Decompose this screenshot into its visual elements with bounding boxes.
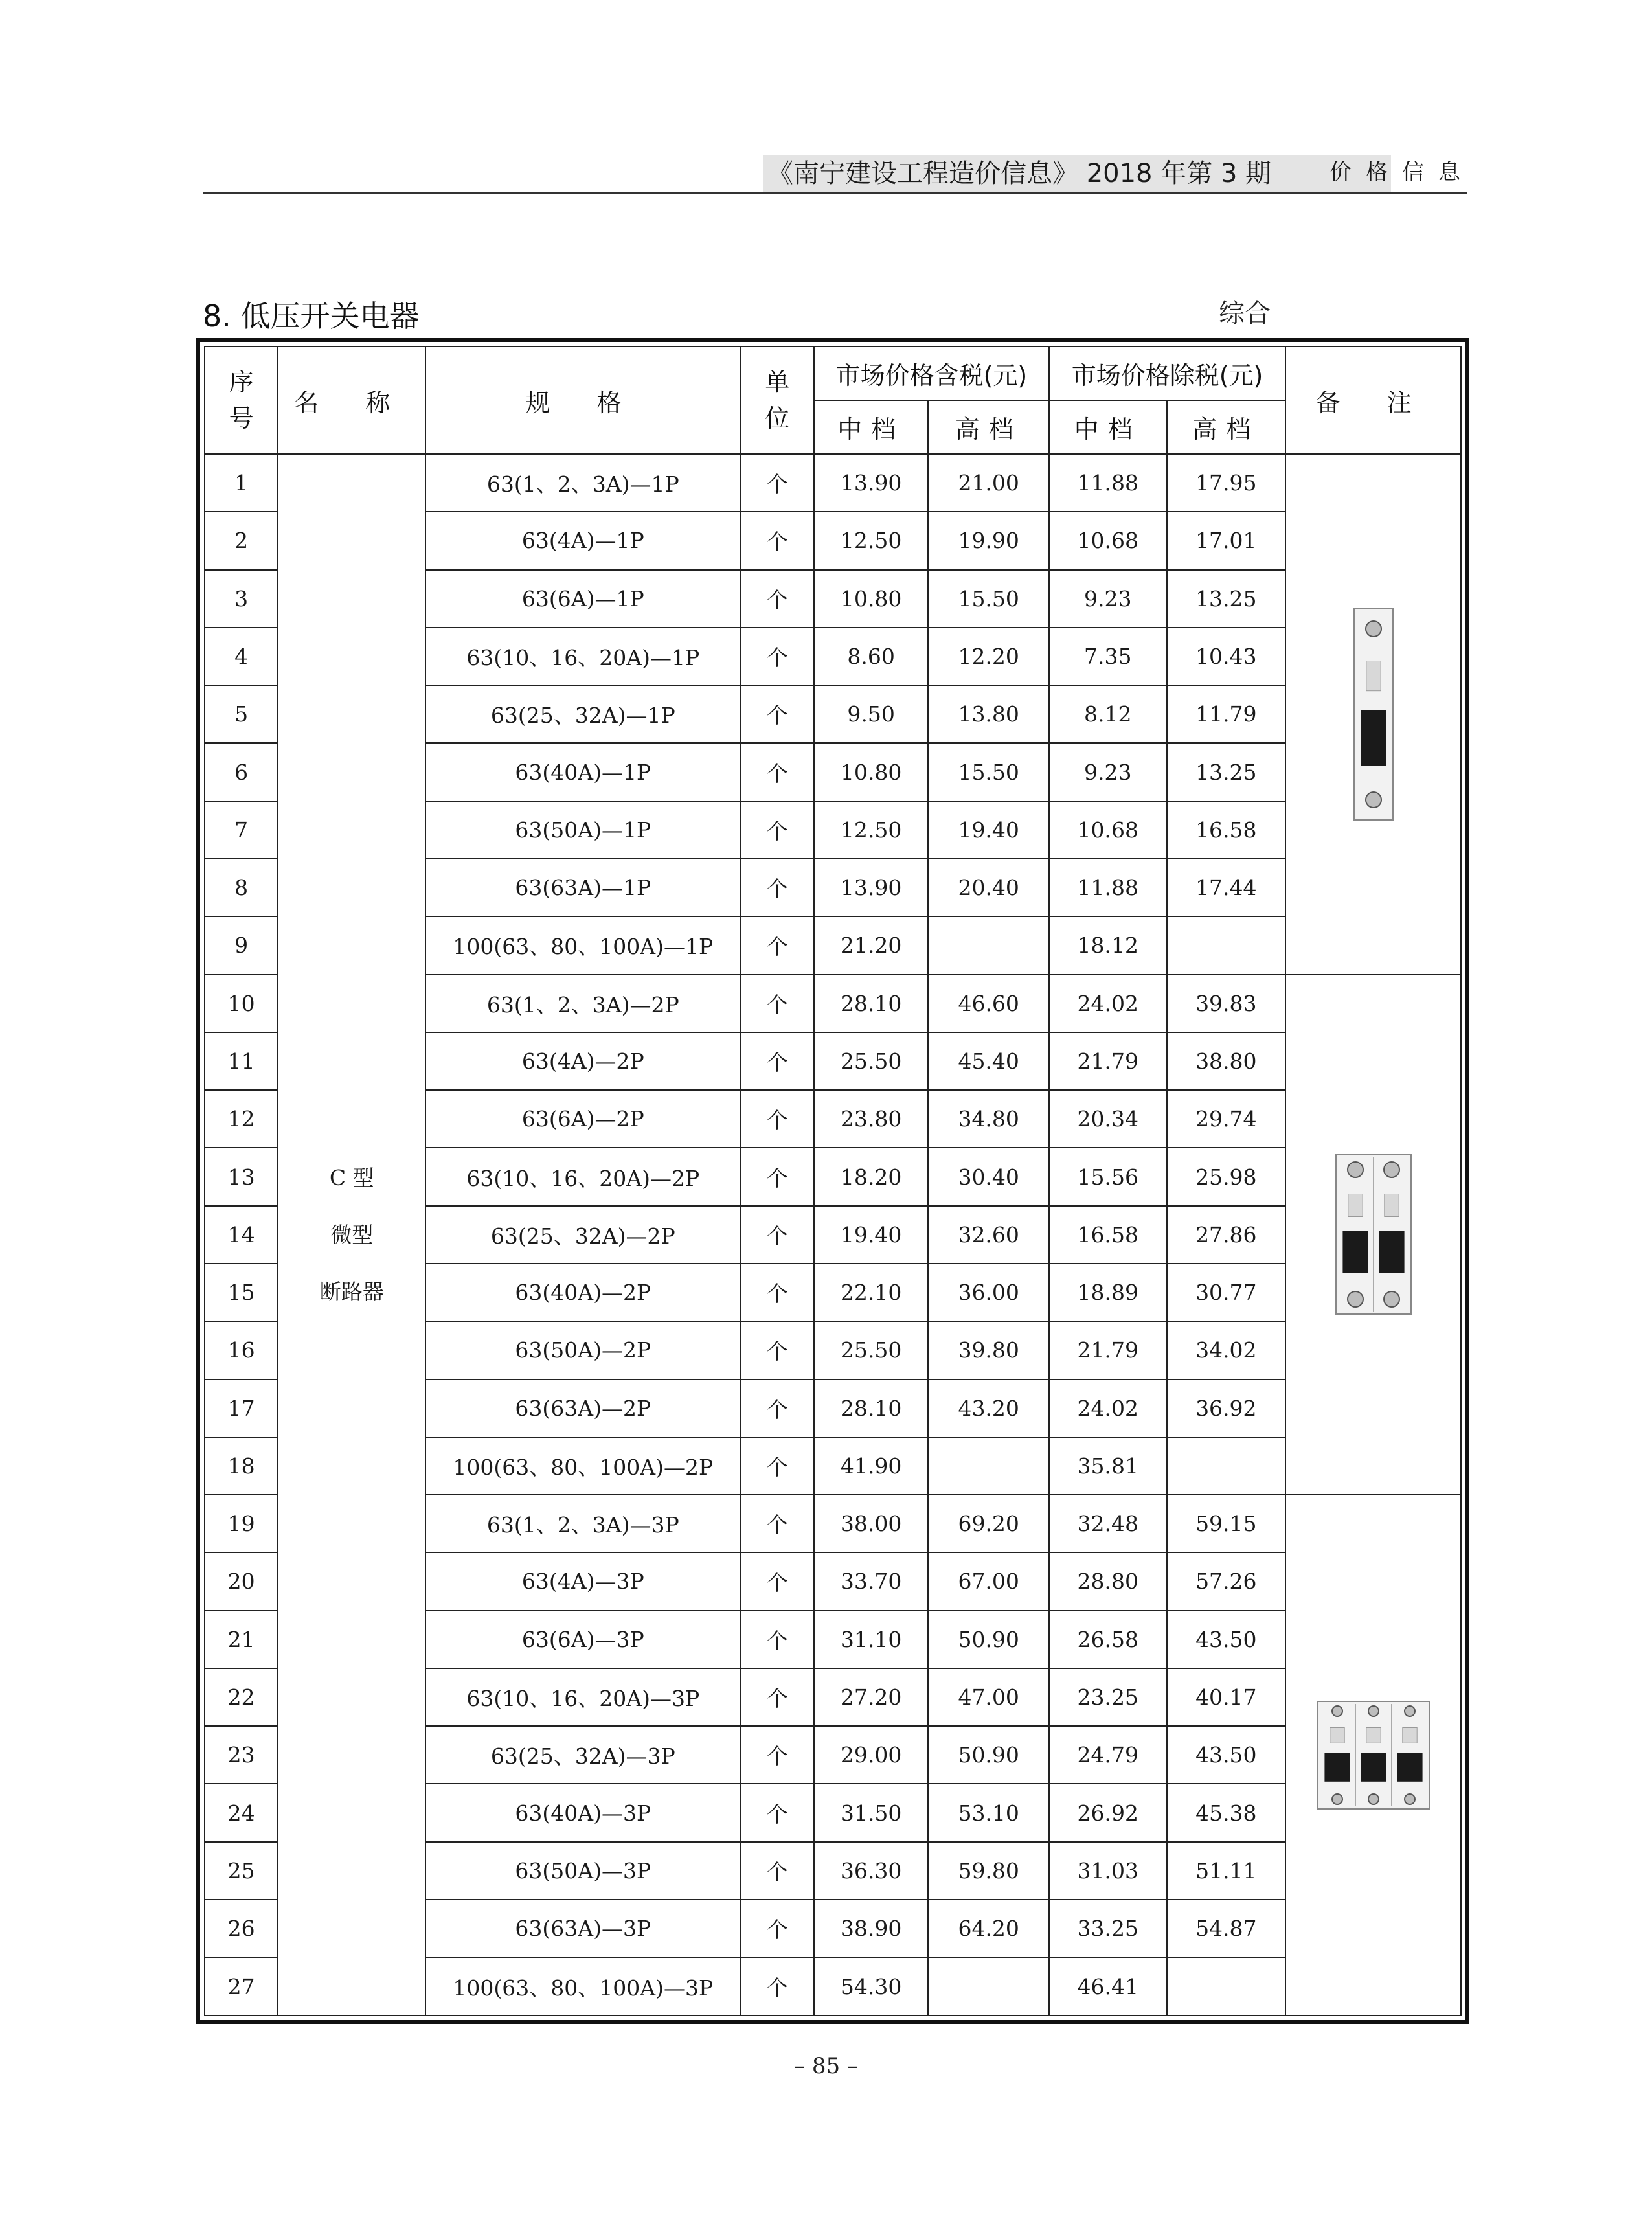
row-unit: 个 bbox=[741, 975, 814, 1032]
row-spec: 63(25、32A)—1P bbox=[425, 685, 741, 743]
row-spec: 63(4A)—1P bbox=[425, 512, 741, 569]
row-spec: 100(63、80、100A)—1P bbox=[425, 916, 741, 974]
row-net-mid: 35.81 bbox=[1049, 1437, 1167, 1495]
row-unit: 个 bbox=[741, 1552, 814, 1610]
row-net-mid: 26.92 bbox=[1049, 1784, 1167, 1841]
row-unit: 个 bbox=[741, 1726, 814, 1784]
row-tax-high: 43.20 bbox=[928, 1380, 1049, 1437]
row-unit: 个 bbox=[741, 1090, 814, 1148]
publication-title: 《南宁建设工程造价信息》 2018 年第 3 期 bbox=[767, 159, 1272, 188]
row-net-mid: 16.58 bbox=[1049, 1206, 1167, 1264]
row-net-high: 13.25 bbox=[1167, 743, 1286, 801]
row-seq: 2 bbox=[205, 512, 278, 569]
header-seq-label: 序号 bbox=[229, 368, 254, 433]
row-tax-high: 69.20 bbox=[928, 1495, 1049, 1552]
row-unit: 个 bbox=[741, 859, 814, 916]
row-seq: 27 bbox=[205, 1957, 278, 2016]
remark-image-cell bbox=[1285, 454, 1461, 975]
price-table-frame bbox=[196, 338, 1469, 2024]
row-spec: 63(50A)—1P bbox=[425, 801, 741, 859]
row-tax-high bbox=[928, 916, 1049, 974]
row-net-mid: 10.68 bbox=[1049, 512, 1167, 569]
row-seq: 18 bbox=[205, 1437, 278, 1495]
header-without-tax: 市场价格除税(元) bbox=[1049, 346, 1285, 400]
row-net-mid: 21.79 bbox=[1049, 1032, 1167, 1090]
row-spec: 63(1、2、3A)—3P bbox=[425, 1495, 741, 1552]
row-tax-high: 53.10 bbox=[928, 1784, 1049, 1841]
row-seq: 23 bbox=[205, 1726, 278, 1784]
row-tax-high: 30.40 bbox=[928, 1148, 1049, 1205]
row-unit: 个 bbox=[741, 1032, 814, 1090]
row-seq: 15 bbox=[205, 1264, 278, 1321]
row-spec: 100(63、80、100A)—2P bbox=[425, 1437, 741, 1495]
row-tax-mid: 13.90 bbox=[814, 454, 929, 512]
section-label: 价格信息 bbox=[1330, 159, 1475, 185]
row-tax-high: 39.80 bbox=[928, 1321, 1049, 1379]
row-seq: 26 bbox=[205, 1900, 278, 1957]
row-net-high: 43.50 bbox=[1167, 1726, 1286, 1784]
header-spec: 规 格 bbox=[425, 346, 741, 454]
row-tax-mid: 54.30 bbox=[814, 1957, 929, 2016]
product-name-line: C 型 bbox=[329, 1164, 374, 1190]
row-spec: 63(25、32A)—2P bbox=[425, 1206, 741, 1264]
row-unit: 个 bbox=[741, 570, 814, 628]
row-spec: 63(10、16、20A)—1P bbox=[425, 628, 741, 685]
row-tax-mid: 19.40 bbox=[814, 1206, 929, 1264]
row-tax-mid: 28.10 bbox=[814, 1380, 929, 1437]
row-spec: 100(63、80、100A)—3P bbox=[425, 1957, 741, 2016]
row-net-high: 34.02 bbox=[1167, 1321, 1286, 1379]
row-seq: 8 bbox=[205, 859, 278, 916]
row-tax-mid: 31.10 bbox=[814, 1611, 929, 1668]
table-body bbox=[205, 454, 1461, 2016]
row-net-high: 25.98 bbox=[1167, 1148, 1286, 1205]
header-tax-high: 高档 bbox=[928, 400, 1049, 454]
row-net-high: 11.79 bbox=[1167, 685, 1286, 743]
row-tax-high: 12.20 bbox=[928, 628, 1049, 685]
row-net-mid: 11.88 bbox=[1049, 454, 1167, 512]
row-tax-high: 32.60 bbox=[928, 1206, 1049, 1264]
row-net-high: 30.77 bbox=[1167, 1264, 1286, 1321]
header-seq bbox=[205, 346, 278, 454]
row-tax-high: 50.90 bbox=[928, 1611, 1049, 1668]
row-tax-high: 34.80 bbox=[928, 1090, 1049, 1148]
table-row bbox=[205, 454, 1461, 512]
breaker-2p-icon bbox=[1286, 1153, 1460, 1315]
row-tax-mid: 36.30 bbox=[814, 1842, 929, 1900]
row-unit: 个 bbox=[741, 1668, 814, 1726]
row-net-high: 17.95 bbox=[1167, 454, 1286, 512]
row-net-high bbox=[1167, 916, 1286, 974]
row-tax-high: 13.80 bbox=[928, 685, 1049, 743]
row-net-mid: 15.56 bbox=[1049, 1148, 1167, 1205]
row-seq: 4 bbox=[205, 628, 278, 685]
row-net-high: 45.38 bbox=[1167, 1784, 1286, 1841]
row-net-mid: 9.23 bbox=[1049, 743, 1167, 801]
row-tax-mid: 12.50 bbox=[814, 512, 929, 569]
row-unit: 个 bbox=[741, 1380, 814, 1437]
row-seq: 20 bbox=[205, 1552, 278, 1610]
row-tax-mid: 13.90 bbox=[814, 859, 929, 916]
row-seq: 13 bbox=[205, 1148, 278, 1205]
row-unit: 个 bbox=[741, 685, 814, 743]
section-title: 8. 低压开关电器 bbox=[203, 299, 420, 334]
row-spec: 63(6A)—3P bbox=[425, 1611, 741, 1668]
row-seq: 14 bbox=[205, 1206, 278, 1264]
row-seq: 10 bbox=[205, 975, 278, 1032]
row-tax-high: 67.00 bbox=[928, 1552, 1049, 1610]
row-unit: 个 bbox=[741, 1842, 814, 1900]
breaker-3p-icon bbox=[1286, 1700, 1460, 1810]
row-net-high: 43.50 bbox=[1167, 1611, 1286, 1668]
product-name-line: 断路器 bbox=[319, 1278, 384, 1304]
row-spec: 63(1、2、3A)—1P bbox=[425, 454, 741, 512]
row-unit: 个 bbox=[741, 743, 814, 801]
row-spec: 63(63A)—2P bbox=[425, 1380, 741, 1437]
row-net-high: 38.80 bbox=[1167, 1032, 1286, 1090]
row-net-mid: 9.23 bbox=[1049, 570, 1167, 628]
header-remark: 备 注 bbox=[1285, 346, 1461, 454]
row-unit: 个 bbox=[741, 1784, 814, 1841]
row-tax-mid: 10.80 bbox=[814, 743, 929, 801]
row-net-high: 57.26 bbox=[1167, 1552, 1286, 1610]
row-seq: 12 bbox=[205, 1090, 278, 1148]
row-tax-high: 15.50 bbox=[928, 743, 1049, 801]
running-header bbox=[203, 146, 1475, 196]
row-seq: 21 bbox=[205, 1611, 278, 1668]
row-tax-high: 50.90 bbox=[928, 1726, 1049, 1784]
row-spec: 63(4A)—3P bbox=[425, 1552, 741, 1610]
row-spec: 63(1、2、3A)—2P bbox=[425, 975, 741, 1032]
row-seq: 24 bbox=[205, 1784, 278, 1841]
row-net-high bbox=[1167, 1957, 1286, 2016]
row-tax-high: 59.80 bbox=[928, 1842, 1049, 1900]
row-unit: 个 bbox=[741, 916, 814, 974]
row-net-high: 17.44 bbox=[1167, 859, 1286, 916]
row-unit: 个 bbox=[741, 1900, 814, 1957]
row-tax-high: 46.60 bbox=[928, 975, 1049, 1032]
row-spec: 63(25、32A)—3P bbox=[425, 1726, 741, 1784]
row-unit: 个 bbox=[741, 1148, 814, 1205]
row-tax-mid: 8.60 bbox=[814, 628, 929, 685]
row-net-mid: 24.02 bbox=[1049, 975, 1167, 1032]
header-tax-mid: 中档 bbox=[814, 400, 929, 454]
row-spec: 63(40A)—1P bbox=[425, 743, 741, 801]
row-spec: 63(50A)—3P bbox=[425, 1842, 741, 1900]
row-tax-mid: 28.10 bbox=[814, 975, 929, 1032]
product-name-line: 微型 bbox=[330, 1221, 374, 1247]
row-net-high: 39.83 bbox=[1167, 975, 1286, 1032]
row-tax-mid: 18.20 bbox=[814, 1148, 929, 1205]
row-tax-mid: 33.70 bbox=[814, 1552, 929, 1610]
row-net-mid: 20.34 bbox=[1049, 1090, 1167, 1148]
row-seq: 22 bbox=[205, 1668, 278, 1726]
page-number: – 85 – bbox=[794, 2053, 858, 2079]
row-net-mid: 10.68 bbox=[1049, 801, 1167, 859]
remark-image-cell bbox=[1285, 975, 1461, 1495]
section-note: 综合 bbox=[1219, 299, 1271, 328]
header-unit-label: 单位 bbox=[765, 368, 790, 433]
row-net-mid: 46.41 bbox=[1049, 1957, 1167, 2016]
row-tax-mid: 38.00 bbox=[814, 1495, 929, 1552]
row-unit: 个 bbox=[741, 512, 814, 569]
row-net-high: 27.86 bbox=[1167, 1206, 1286, 1264]
row-tax-mid: 25.50 bbox=[814, 1321, 929, 1379]
row-unit: 个 bbox=[741, 1495, 814, 1552]
row-net-mid: 24.79 bbox=[1049, 1726, 1167, 1784]
row-net-mid: 11.88 bbox=[1049, 859, 1167, 916]
row-net-mid: 33.25 bbox=[1049, 1900, 1167, 1957]
row-seq: 5 bbox=[205, 685, 278, 743]
row-tax-mid: 29.00 bbox=[814, 1726, 929, 1784]
row-net-mid: 24.02 bbox=[1049, 1380, 1167, 1437]
row-net-high: 16.58 bbox=[1167, 801, 1286, 859]
row-unit: 个 bbox=[741, 1611, 814, 1668]
row-unit: 个 bbox=[741, 628, 814, 685]
row-tax-mid: 23.80 bbox=[814, 1090, 929, 1148]
header-net-mid: 中档 bbox=[1049, 400, 1167, 454]
row-tax-mid: 22.10 bbox=[814, 1264, 929, 1321]
row-net-high: 13.25 bbox=[1167, 570, 1286, 628]
row-spec: 63(10、16、20A)—3P bbox=[425, 1668, 741, 1726]
row-net-mid: 28.80 bbox=[1049, 1552, 1167, 1610]
row-seq: 17 bbox=[205, 1380, 278, 1437]
row-tax-mid: 21.20 bbox=[814, 916, 929, 974]
row-tax-mid: 9.50 bbox=[814, 685, 929, 743]
row-spec: 63(63A)—3P bbox=[425, 1900, 741, 1957]
row-net-mid: 18.12 bbox=[1049, 916, 1167, 974]
row-tax-high: 19.90 bbox=[928, 512, 1049, 569]
row-unit: 个 bbox=[741, 1437, 814, 1495]
row-net-high: 51.11 bbox=[1167, 1842, 1286, 1900]
row-seq: 25 bbox=[205, 1842, 278, 1900]
row-tax-high: 36.00 bbox=[928, 1264, 1049, 1321]
row-unit: 个 bbox=[741, 1957, 814, 2016]
row-net-high: 59.15 bbox=[1167, 1495, 1286, 1552]
product-name-cell bbox=[278, 454, 425, 2016]
row-tax-high: 15.50 bbox=[928, 570, 1049, 628]
row-net-mid: 23.25 bbox=[1049, 1668, 1167, 1726]
row-net-high: 36.92 bbox=[1167, 1380, 1286, 1437]
row-tax-mid: 31.50 bbox=[814, 1784, 929, 1841]
remark-image-cell bbox=[1285, 1495, 1461, 2016]
row-seq: 16 bbox=[205, 1321, 278, 1379]
row-unit: 个 bbox=[741, 801, 814, 859]
header-name: 名 称 bbox=[278, 346, 425, 454]
row-tax-mid: 38.90 bbox=[814, 1900, 929, 1957]
header-rule bbox=[203, 192, 1467, 194]
row-net-mid: 21.79 bbox=[1049, 1321, 1167, 1379]
row-seq: 6 bbox=[205, 743, 278, 801]
row-spec: 63(40A)—3P bbox=[425, 1784, 741, 1841]
row-tax-high bbox=[928, 1957, 1049, 2016]
row-seq: 9 bbox=[205, 916, 278, 974]
row-seq: 19 bbox=[205, 1495, 278, 1552]
row-tax-high: 20.40 bbox=[928, 859, 1049, 916]
row-tax-high: 47.00 bbox=[928, 1668, 1049, 1726]
row-tax-mid: 10.80 bbox=[814, 570, 929, 628]
row-net-mid: 32.48 bbox=[1049, 1495, 1167, 1552]
row-tax-high bbox=[928, 1437, 1049, 1495]
header-unit bbox=[741, 346, 814, 454]
row-net-mid: 7.35 bbox=[1049, 628, 1167, 685]
row-net-high: 10.43 bbox=[1167, 628, 1286, 685]
row-seq: 11 bbox=[205, 1032, 278, 1090]
row-net-high: 40.17 bbox=[1167, 1668, 1286, 1726]
price-table bbox=[204, 346, 1462, 2016]
row-net-mid: 26.58 bbox=[1049, 1611, 1167, 1668]
row-net-mid: 8.12 bbox=[1049, 685, 1167, 743]
row-tax-high: 19.40 bbox=[928, 801, 1049, 859]
header-with-tax: 市场价格含税(元) bbox=[814, 346, 1049, 400]
row-seq: 7 bbox=[205, 801, 278, 859]
header-net-high: 高档 bbox=[1167, 400, 1286, 454]
row-net-high: 54.87 bbox=[1167, 1900, 1286, 1957]
row-spec: 63(6A)—1P bbox=[425, 570, 741, 628]
row-spec: 63(40A)—2P bbox=[425, 1264, 741, 1321]
row-spec: 63(50A)—2P bbox=[425, 1321, 741, 1379]
row-net-high: 29.74 bbox=[1167, 1090, 1286, 1148]
row-net-high bbox=[1167, 1437, 1286, 1495]
row-tax-high: 45.40 bbox=[928, 1032, 1049, 1090]
row-tax-mid: 41.90 bbox=[814, 1437, 929, 1495]
row-unit: 个 bbox=[741, 1264, 814, 1321]
row-tax-high: 64.20 bbox=[928, 1900, 1049, 1957]
row-seq: 1 bbox=[205, 454, 278, 512]
breaker-1p-icon bbox=[1286, 608, 1460, 821]
row-spec: 63(10、16、20A)—2P bbox=[425, 1148, 741, 1205]
row-unit: 个 bbox=[741, 1321, 814, 1379]
row-net-mid: 18.89 bbox=[1049, 1264, 1167, 1321]
row-spec: 63(63A)—1P bbox=[425, 859, 741, 916]
row-tax-mid: 27.20 bbox=[814, 1668, 929, 1726]
row-tax-high: 21.00 bbox=[928, 454, 1049, 512]
row-unit: 个 bbox=[741, 454, 814, 512]
row-tax-mid: 12.50 bbox=[814, 801, 929, 859]
row-net-high: 17.01 bbox=[1167, 512, 1286, 569]
row-unit: 个 bbox=[741, 1206, 814, 1264]
row-tax-mid: 25.50 bbox=[814, 1032, 929, 1090]
row-net-mid: 31.03 bbox=[1049, 1842, 1167, 1900]
row-seq: 3 bbox=[205, 570, 278, 628]
row-spec: 63(6A)—2P bbox=[425, 1090, 741, 1148]
row-spec: 63(4A)—2P bbox=[425, 1032, 741, 1090]
